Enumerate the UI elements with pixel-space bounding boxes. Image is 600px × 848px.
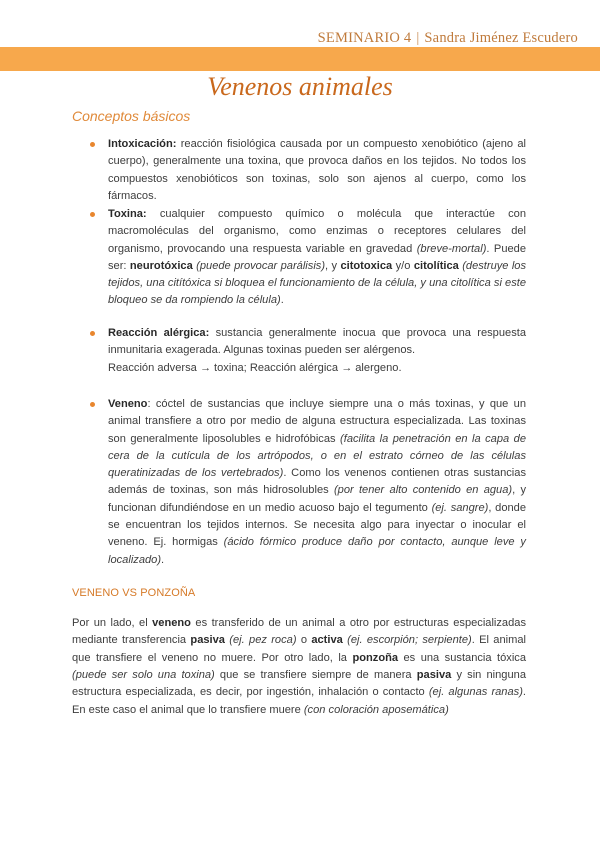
definition-italic: (puede provocar parálisis) xyxy=(192,259,326,272)
text-part: es una sustancia tóxica xyxy=(398,651,527,664)
term: Reacción alérgica: xyxy=(108,327,210,339)
definition-bold: citotoxica xyxy=(340,259,393,272)
header-course: SEMINARIO 4 xyxy=(317,30,412,46)
text-part: . En este caso el animal que lo transfiere muere xyxy=(72,686,526,716)
text-italic: (puede ser solo una toxina) xyxy=(72,668,215,681)
definition-italic: (ej. sangre) xyxy=(431,501,489,514)
text-bold: veneno xyxy=(152,617,191,630)
term: Intoxicación: xyxy=(108,138,177,150)
definition-part: . xyxy=(280,294,284,307)
definition-part: . Como los venenos contienen otras sustancias además de toxinas, son más hidrosolubles xyxy=(108,467,526,497)
subsection-heading: VENENO VS PONZOÑA xyxy=(72,587,196,599)
header-text xyxy=(318,30,578,47)
bullet-icon xyxy=(90,212,95,217)
term: Veneno xyxy=(108,398,148,410)
definition-part: , y funcionan difundiéndose en un medio acuoso bajo el tegumento xyxy=(108,484,527,514)
definition: reacción fisiológica causada por un compuesto xenobiótico (ajeno al cuerpo), generalmente una toxina, que provoca daños en los tejidos. No todos los compuestos xenobióticos son toxinas, solo son ajenos al cuerpo, como los fármacos. xyxy=(108,138,526,202)
definition-part: . xyxy=(161,553,165,566)
header-accent-band xyxy=(0,47,600,71)
definition-part: . Puede ser: xyxy=(108,242,527,272)
text-italic: (ej. pez roca) xyxy=(224,634,297,647)
list-item-veneno xyxy=(108,396,526,569)
text-part: que se transfiere siempre de manera xyxy=(214,668,417,681)
page-title: Venenos animales xyxy=(207,72,393,101)
list-item-intoxicacion xyxy=(108,136,526,205)
page-header xyxy=(0,0,600,72)
text-part: y sin ninguna estructura especializada, es decir, por ingestión, inhalación o contacto xyxy=(72,668,526,699)
text-part: . El animal que transfiere el veneno no muere. Por otro lado, la xyxy=(72,634,526,664)
text-bold: pasiva xyxy=(190,634,225,647)
list-item-reaccion-alergica xyxy=(108,325,526,377)
text-italic: (ej. algunas ranas) xyxy=(428,686,523,699)
text-bold: pasiva xyxy=(416,668,452,681)
text-part: es transferido de un animal a otro por estructuras especializadas mediante transferencia xyxy=(72,617,526,647)
text-bold: ponzoña xyxy=(352,651,399,664)
list-item-toxina xyxy=(108,206,526,310)
bullet-icon xyxy=(90,142,95,147)
definition-italic: (por tener alto contenido en agua) xyxy=(333,484,513,497)
definition-part: , donde se encuentran los tejidos internos. Se necesita algo para inyectar o inocular el veneno. Ej. hormigas xyxy=(108,501,526,549)
definition-bold: neurotóxica xyxy=(129,259,193,272)
section-heading: Conceptos básicos xyxy=(72,108,191,124)
definition-part: cualquier compuesto químico o molécula que interactúe con macromoléculas del organismo, como enzimas o receptores celulares del organismo, provocando una respuesta variable en gravedad xyxy=(108,208,526,255)
definition-italic: (breve-mortal) xyxy=(416,242,487,255)
bullet-icon xyxy=(90,331,95,336)
text-italic: (con coloración aposemática) xyxy=(303,703,449,716)
text-part: Por un lado, el xyxy=(72,617,153,630)
text-bold: activa xyxy=(311,634,343,647)
definition: sustancia generalmente inocua que provoca una respuesta inmunitaria exagerada. Algunas toxinas pueden ser alérgenos. xyxy=(108,327,526,357)
definition-italic: (ácido fórmico produce daño por contacto, aunque leve y localizado) xyxy=(108,536,526,566)
definition-italic: (facilita la penetración en la capa de cera de la cutícula de los artrópodos, o en el estrato córneo de las células queratinizadas de los vertebrados) xyxy=(108,432,526,480)
text-italic: (ej. escorpión; serpiente) xyxy=(342,634,472,647)
definition-part: : cóctel de sustancias que incluye siempre una o más toxinas, y que un animal transfiere a otro por medio de alguna estructura especializada. Las toxinas son generalmente liposolubles e hidrofóbicas xyxy=(108,398,526,445)
header-author: Sandra Jiménez Escudero xyxy=(424,30,578,46)
veneno-vs-ponzona-paragraph xyxy=(72,615,526,719)
text-part: o xyxy=(296,634,312,647)
bullet-icon xyxy=(90,402,95,407)
definition-line: Reacción adversa → toxina; Reacción alérgica → alergeno. xyxy=(108,361,402,374)
header-separator: | xyxy=(416,30,420,46)
definition-part: , y xyxy=(325,259,341,272)
term: Toxina: xyxy=(108,208,147,220)
definition-italic: (destruye los tejidos, una citítóxica si bloquea el funcionamiento de la célula, y una citolítica si este bloqueo se da rompiendo la célula) xyxy=(108,259,527,307)
definition-bold: citolítica xyxy=(413,259,459,272)
definition-part: y/o xyxy=(392,259,414,272)
